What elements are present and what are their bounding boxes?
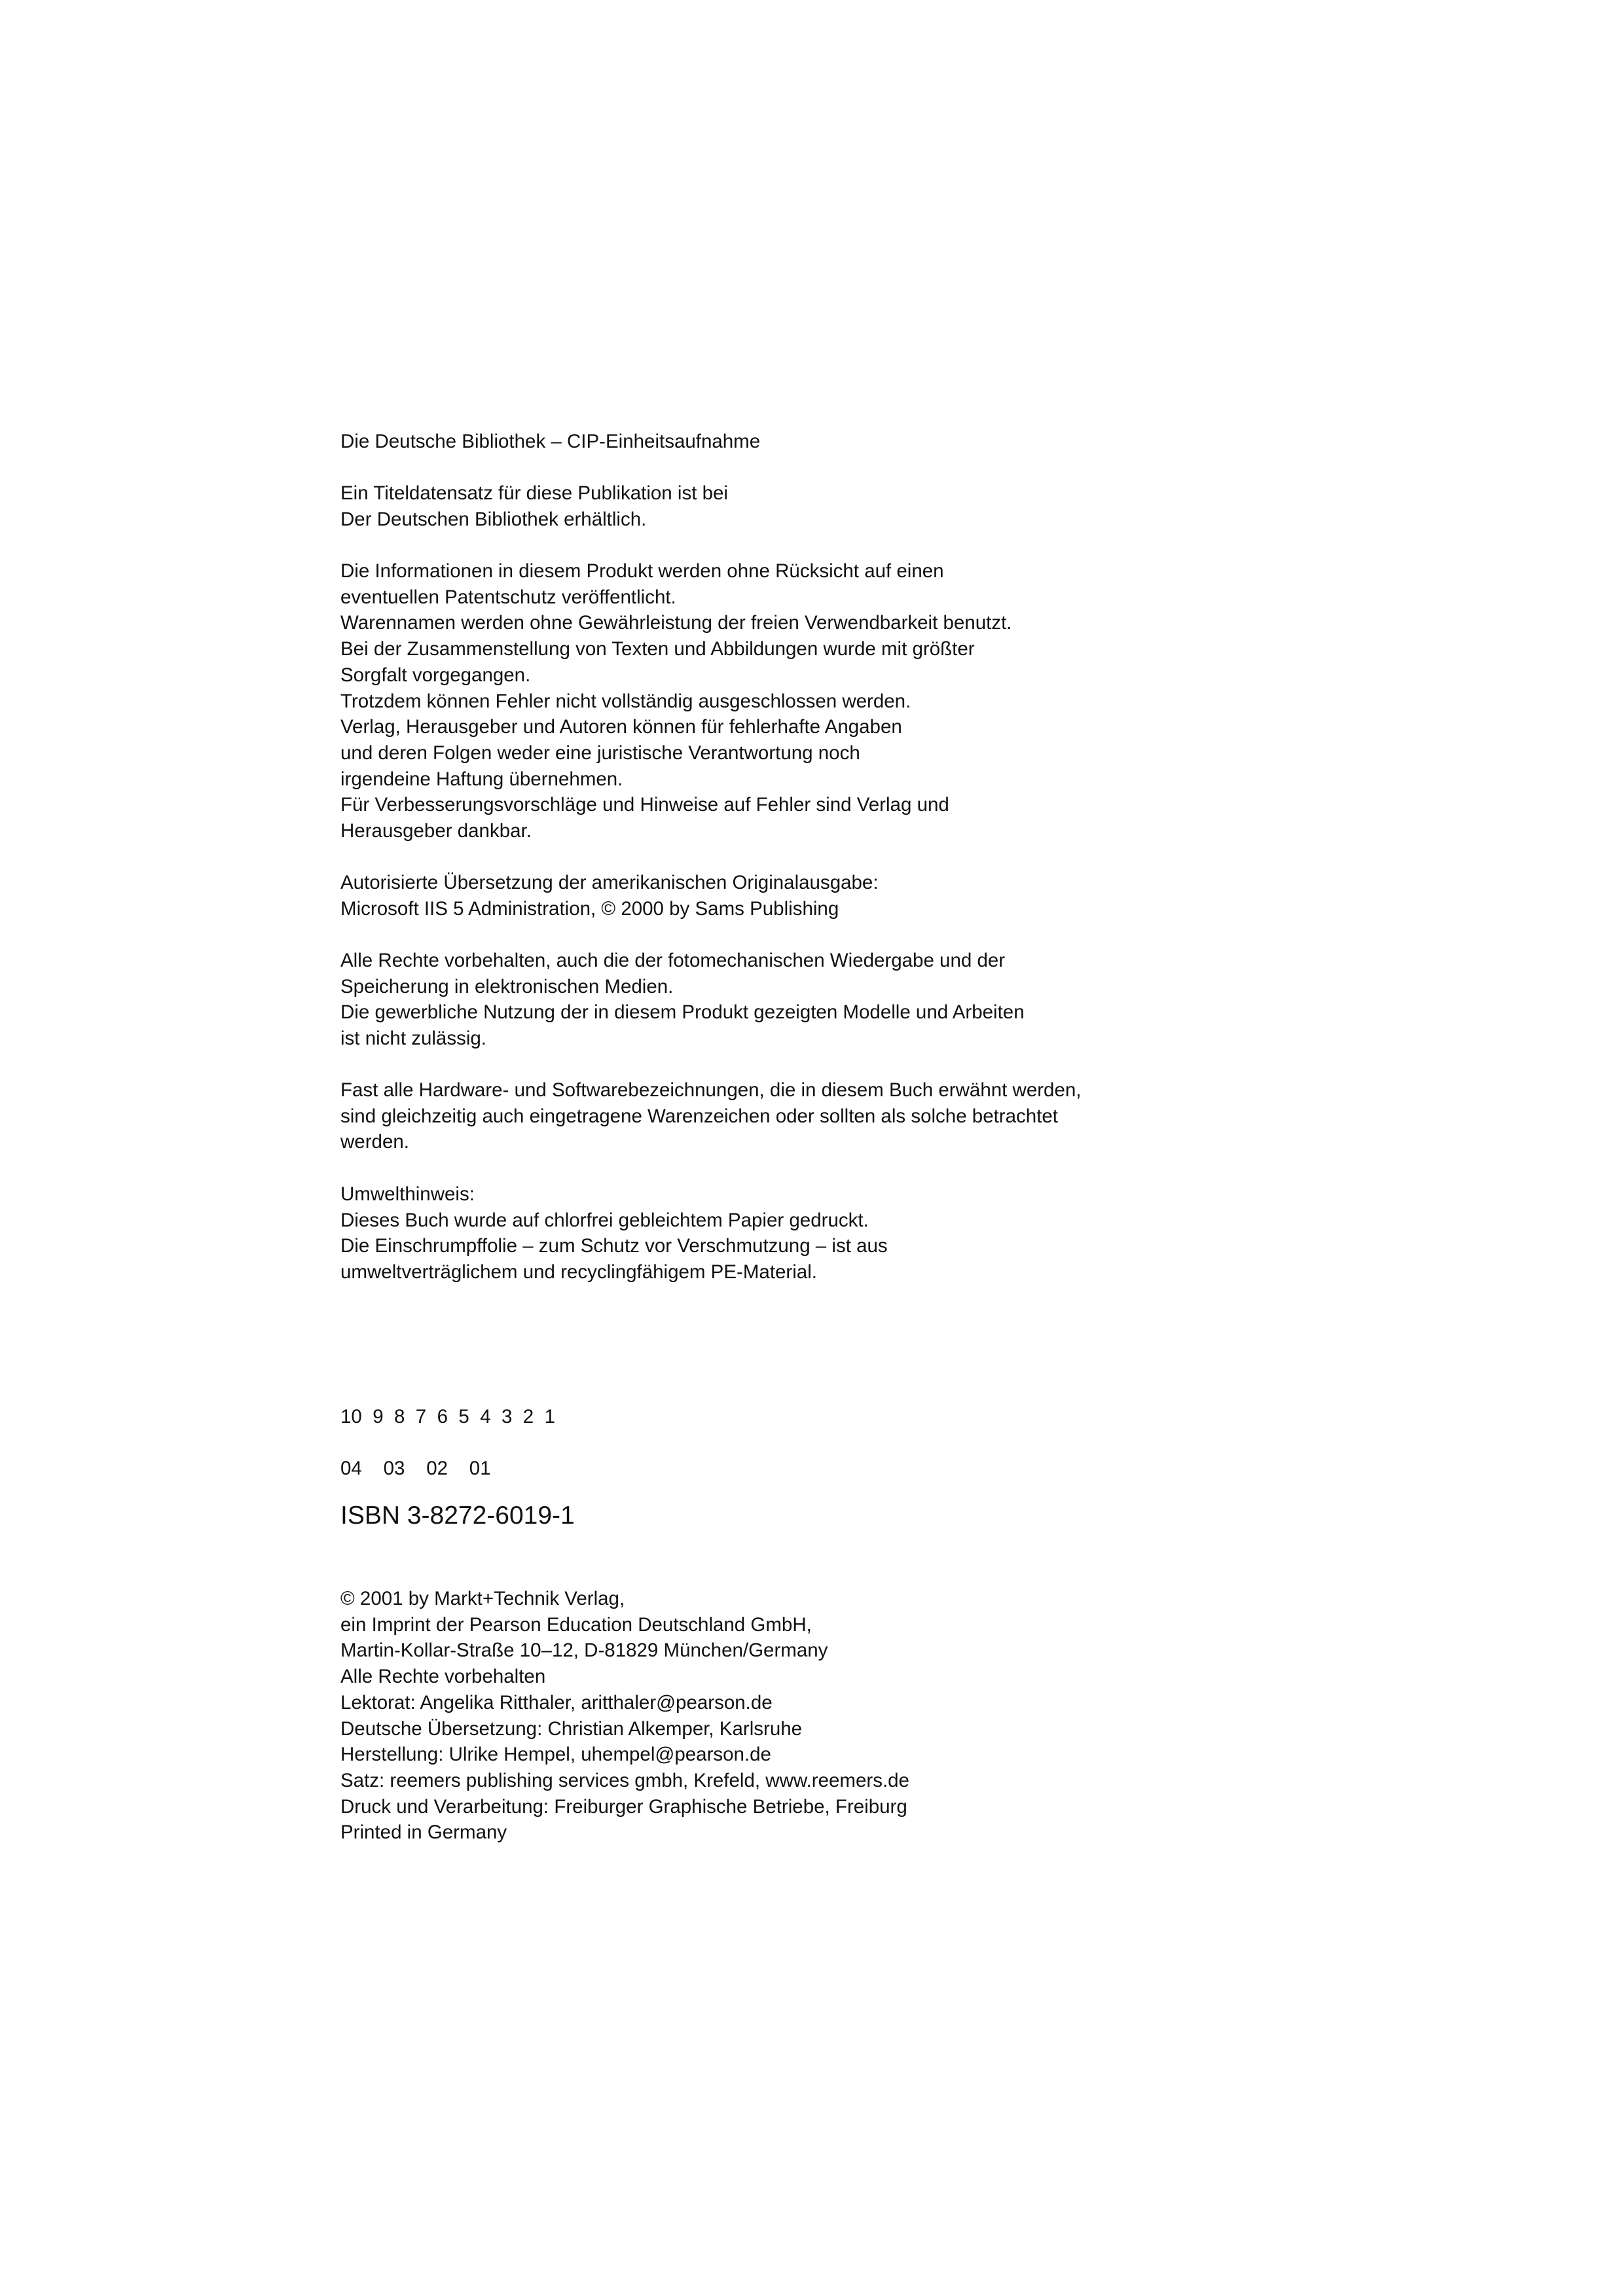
- trademarks-line: sind gleichzeitig auch eingetragene Warenzeichen oder sollten als solche betrachtet: [340, 1105, 1058, 1127]
- environment-line: Die Einschrumpffolie – zum Schutz vor Verschmutzung – ist aus: [340, 1235, 888, 1257]
- imprint-line: © 2001 by Markt+Technik Verlag,: [340, 1588, 625, 1609]
- cip-heading: Die Deutsche Bibliothek – CIP-Einheitsaufnahme: [340, 431, 761, 452]
- imprint-line: ein Imprint der Pearson Education Deutschland GmbH,: [340, 1613, 812, 1636]
- rights-line: Speicherung in elektronischen Medien.: [340, 975, 674, 997]
- imprint-line: Deutsche Übersetzung: Christian Alkemper, Karlsruhe: [340, 1717, 803, 1740]
- translation-line: Autorisierte Übersetzung der amerikanischen Originalausgabe:: [340, 872, 879, 893]
- rights-line: Die gewerbliche Nutzung der in diesem Produkt gezeigten Modelle und Arbeiten: [340, 1001, 1025, 1024]
- imprint-line: Satz: reemers publishing services gmbh, Krefeld, www.reemers.de: [340, 1769, 909, 1791]
- imprint-line: Printed in Germany: [340, 1821, 507, 1844]
- rights-line: Alle Rechte vorbehalten, auch die der fotomechanischen Wiedergabe und der: [340, 950, 1006, 971]
- disclaimer-line: Verlag, Herausgeber und Autoren können für fehlerhafte Angaben: [340, 716, 902, 738]
- disclaimer-line: eventuellen Patentschutz veröffentlicht.: [340, 586, 676, 608]
- trademarks-section: [340, 1077, 1081, 1155]
- disclaimer-section: [340, 558, 1012, 844]
- trademarks-line: werden.: [340, 1131, 409, 1153]
- imprint-line: Alle Rechte vorbehalten: [340, 1666, 546, 1688]
- cip-section: [340, 429, 760, 455]
- disclaimer-line: irgendeine Haftung übernehmen.: [340, 768, 623, 790]
- disclaimer-line: Trotzdem können Fehler nicht vollständig ausgeschlossen werden.: [340, 690, 911, 712]
- trademarks-line: Fast alle Hardware- und Softwarebezeichnungen, die in diesem Buch erwähnt werden,: [340, 1079, 1082, 1101]
- years-section: [340, 1456, 491, 1482]
- environment-line: Dieses Buch wurde auf chlorfrei gebleichtem Papier gedruckt.: [340, 1209, 869, 1231]
- imprint-line: Herstellung: Ulrike Hempel, uhempel@pearson.de: [340, 1744, 771, 1766]
- imprint-section: [340, 1586, 909, 1846]
- environment-line: umweltverträglichem und recyclingfähigem PE-Material.: [340, 1261, 817, 1283]
- print-years: 04 03 02 01: [340, 1458, 491, 1479]
- environment-line: Umwelthinweis:: [340, 1183, 475, 1205]
- disclaimer-line: und deren Folgen weder eine juristische Verantwortung noch: [340, 742, 860, 764]
- disclaimer-line: Herausgeber dankbar.: [340, 820, 532, 842]
- print-run-section: [340, 1404, 555, 1430]
- imprint-line: Lektorat: Angelika Ritthaler, aritthaler@pearson.de: [340, 1691, 773, 1713]
- disclaimer-line: Die Informationen in diesem Produkt werden ohne Rücksicht auf einen: [340, 560, 944, 582]
- disclaimer-line: Warennamen werden ohne Gewährleistung der freien Verwendbarkeit benutzt.: [340, 612, 1012, 634]
- isbn-number: ISBN 3-8272-6019-1: [340, 1501, 575, 1530]
- cip-note-line: Der Deutschen Bibliothek erhältlich.: [340, 508, 647, 530]
- isbn-section: [340, 1500, 575, 1532]
- disclaimer-line: Sorgfalt vorgegangen.: [340, 664, 531, 686]
- disclaimer-line: Für Verbesserungsvorschläge und Hinweise auf Fehler sind Verlag und: [340, 794, 949, 816]
- translation-section: [340, 870, 879, 922]
- cip-note-line: Ein Titeldatensatz für diese Publikation ist bei: [340, 482, 728, 504]
- cip-note-section: [340, 480, 728, 532]
- imprint-line: Martin-Kollar-Straße 10–12, D-81829 München/Germany: [340, 1640, 828, 1662]
- imprint-line: Druck und Verarbeitung: Freiburger Graphische Betriebe, Freiburg: [340, 1795, 907, 1818]
- print-run-numbers: 10 9 8 7 6 5 4 3 2 1: [340, 1406, 556, 1427]
- rights-line: ist nicht zulässig.: [340, 1028, 486, 1050]
- rights-section: [340, 948, 1025, 1052]
- environment-section: [340, 1181, 888, 1285]
- translation-line: Microsoft IIS 5 Administration, © 2000 by Sams Publishing: [340, 897, 839, 920]
- disclaimer-line: Bei der Zusammenstellung von Texten und Abbildungen wurde mit größter: [340, 638, 975, 660]
